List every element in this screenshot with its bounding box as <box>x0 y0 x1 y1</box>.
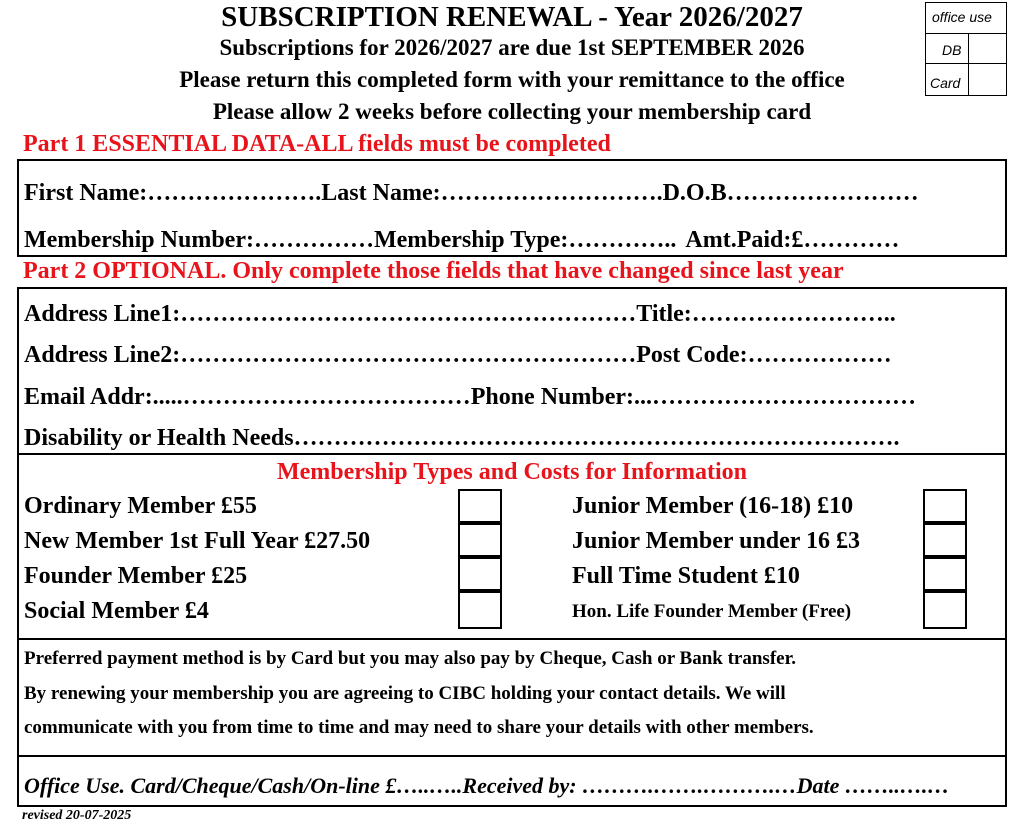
junior-under16-checkbox[interactable] <box>923 523 967 557</box>
office-use-table <box>925 2 1007 96</box>
divider-membership-info <box>17 638 1007 640</box>
phone-field[interactable]: Phone Number:...…………………………… <box>470 384 917 410</box>
office-use-card-label: Card <box>930 75 961 91</box>
data-consent-text-1: By renewing your membership you are agreeing to CIBC holding your contact details. We will <box>24 683 786 704</box>
new-member-checkbox[interactable] <box>458 523 502 557</box>
office-use-label: office use <box>932 9 992 25</box>
divider-info-office <box>17 755 1007 757</box>
part2-heading: Part 2 OPTIONAL. Only complete those fields that have changed since last year <box>23 258 844 284</box>
membership-left-1: Ordinary Member £55 <box>24 493 257 519</box>
address1-row <box>24 301 896 328</box>
payment-method-text: Preferred payment method is by Card but you may also pay by Cheque, Cash or Bank transfer. <box>24 648 797 669</box>
membership-right-4: Hon. Life Founder Member (Free) <box>572 601 852 622</box>
hon-life-checkbox[interactable] <box>923 591 967 629</box>
office-use-db-label: DB <box>942 42 962 58</box>
membership-number-field[interactable]: Membership Number:…………… <box>24 227 374 253</box>
return-instructions: Please return this completed form with your remittance to the office <box>179 67 845 92</box>
membership-left-2: New Member 1st Full Year £27.50 <box>24 528 371 554</box>
title-field[interactable]: Title:…………………….. <box>636 301 896 327</box>
post-code-field[interactable]: Post Code:……………… <box>636 342 892 368</box>
address2-row <box>24 342 892 369</box>
email-phone-row <box>24 384 916 411</box>
part1-row2 <box>24 227 899 254</box>
data-consent-text-2: communicate with you from time to time and may need to share your details with other members. <box>24 717 814 738</box>
disability-row <box>24 425 900 452</box>
last-name-field[interactable]: Last Name:………………………. <box>321 180 663 206</box>
email-field[interactable]: Email Addr:.....……………………………… <box>24 384 471 410</box>
junior-16-18-checkbox[interactable] <box>923 489 967 523</box>
membership-left-3: Founder Member £25 <box>24 563 248 589</box>
form-title: SUBSCRIPTION RENEWAL - Year 2026/2027 <box>221 1 803 33</box>
first-name-field[interactable]: First Name:…………………. <box>24 180 322 206</box>
due-date-line: Subscriptions for 2026/2027 are due 1st SEPTEMBER 2026 <box>219 35 805 60</box>
address-line1-field[interactable]: Address Line1:………………………………………………… <box>24 301 637 327</box>
membership-type-field[interactable]: Membership Type:………….. <box>373 227 677 253</box>
office-use-line: Office Use. Card/Cheque/Cash/On-line £…..…..Received by: ……….…….……….…Date ……..….… <box>24 773 950 798</box>
membership-heading: Membership Types and Costs for Information <box>276 459 748 485</box>
membership-right-1: Junior Member (16-18) £10 <box>572 493 854 519</box>
part1-row1 <box>24 180 919 207</box>
membership-right-2: Junior Member under 16 £3 <box>572 528 861 554</box>
collection-note: Please allow 2 weeks before collecting your membership card <box>212 99 812 124</box>
revised-date: revised 20-07-2025 <box>22 808 132 823</box>
student-checkbox[interactable] <box>923 557 967 591</box>
membership-right-3: Full Time Student £10 <box>572 563 800 589</box>
address-line2-field[interactable]: Address Line2:………………………………………………… <box>24 342 637 368</box>
amount-paid-field[interactable]: Amt.Paid:£………… <box>685 227 900 253</box>
divider-part2-membership <box>17 453 1007 455</box>
part1-heading: Part 1 ESSENTIAL DATA-ALL fields must be completed <box>23 131 611 157</box>
ordinary-member-checkbox[interactable] <box>458 489 502 523</box>
founder-member-checkbox[interactable] <box>458 557 502 591</box>
membership-left-4: Social Member £4 <box>24 598 209 624</box>
social-member-checkbox[interactable] <box>458 591 502 629</box>
dob-field[interactable]: D.O.B…………………… <box>662 180 919 206</box>
disability-field[interactable]: Disability or Health Needs…………………………………………………………………. <box>24 425 900 451</box>
